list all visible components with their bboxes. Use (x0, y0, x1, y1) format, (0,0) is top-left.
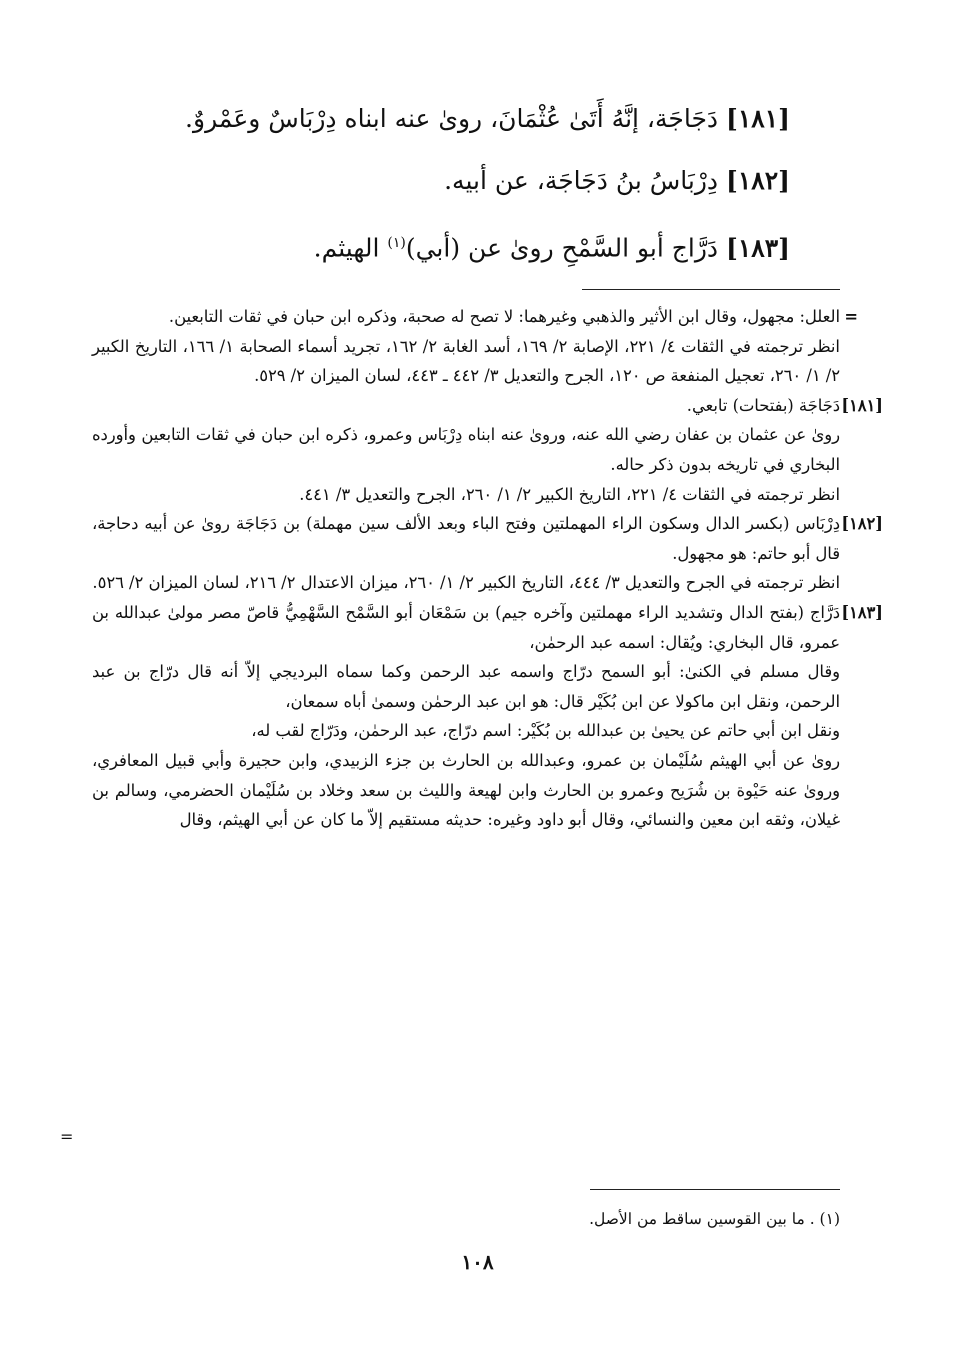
entry-number: [١٨٣] (726, 233, 790, 263)
page-number: ١٠٨ (461, 1250, 494, 1274)
note-paragraph: العلل: مجهول، وقال ابن الأثير والذهبي وغيرهما: لا تصح له صحبة، وذكره ابن حبان في ثقات التابعين. (168, 307, 840, 326)
note-number: [١٨٢] (841, 514, 883, 534)
note-paragraph: ونقل ابن أبي حاتم عن يحيىٰ بن عبدالله بن بُكَيْر: اسم درّاج، عبد الرحمٰن، ودَرّاج لقب له، (251, 721, 840, 741)
entry-text: الهيثم. (313, 233, 388, 263)
entry-number: [١٨١] (726, 104, 790, 133)
footnote-separator-rule (590, 1189, 840, 1190)
note-182 (92, 509, 883, 598)
note-paragraph: انظر ترجمته في الثقات ٤/ ٢٢١، الإصابة ٢/ ١٦٩، أسد الغابة ٢/ ١٦٢، تجريد أسماء الصحابة ١/ ١٦٦، التاريخ الكبير ٢/ ١/ ٢٦٠، تعجيل المنفعة ص ١٢٠، الجرح والتعديل ٣/ ٤٤٢ ـ ٤٤٣، لسان الميزان ٢/ ٥٢٩. (92, 336, 840, 386)
notes-separator-rule (582, 289, 840, 290)
entry-181 (150, 88, 790, 150)
entry-text: دَرَّاج أبو السَّمْحِ روىٰ عن (أبي) (405, 233, 719, 263)
note-head: دَجَاجَة (بفتحات) تابعي. (686, 395, 840, 415)
footnote-reference: (١) (387, 235, 406, 251)
note-head: دِرْبَاس (بكسر الدال وسكون الراء المهملتين وفتح الباء وبعد الألف سين مهملة) بن دَجَاجَة روىٰ عن أبيه دحاجة، قال أبو حاتم: هو مجهول. (92, 514, 840, 563)
continues-next-page-mark: = (60, 1127, 74, 1146)
note-number: [١٨٣] (841, 602, 883, 622)
note-paragraph: روىٰ عن عثمان بن عفان رضي الله عنه، وروىٰ عنه ابناه دِرْبَاس وعمرو، ذكره ابن حبان في ثقات التابعين وأورده البخاري في تاريخه بدون ذكر حاله. (92, 425, 840, 474)
entry-183 (150, 212, 790, 274)
note-paragraph: انظر ترجمته في الثقات ٤/ ٢٢١، التاريخ الكبير ٢/ ١/ ٢٦٠، الجرح والتعديل ٣/ ٤٤١. (299, 484, 840, 504)
entry-182 (150, 150, 790, 212)
entry-number: [١٨٢] (726, 166, 790, 195)
note-paragraph: روىٰ عن أبي الهيثم سُلَيْمان بن عمرو، وعبدالله بن الحارث بن جزء الزبيدي، وابن حجيرة وأبي قبيل المعافري، وروىٰ عنه حَيْوة بن شُرَيح وعمرو بن الحارث وابن لهيعة والليث بن سعد وخلاد بن سُلَيْمان الحضرمي، وسالم بن غيلان، وثقه ابن معين والنسائي، وقال أبو داود وغيره: حديثه مستقيم إلاّ ما كان عن أبي الهيثم، وقال (92, 750, 840, 830)
footnote: (١) . ما بين القوسين ساقط من الأصل. (589, 1210, 840, 1228)
note-183 (92, 598, 883, 835)
continued-note (92, 302, 858, 391)
entry-text: دَجَاجَة، إنَّهُ أَتَىٰ عُثْمَانَ، روىٰ عنه ابناه دِرْبَاسٌ وعَمْروٌ. (185, 104, 719, 133)
note-paragraph: انظر ترجمته في الجرح والتعديل ٣/ ٤٤٤، التاريخ الكبير ٢/ ١/ ٢٦٠، ميزان الاعتدال ٢/ ٢١٦، لسان الميزان ٢/ ٥٢٦. (92, 573, 840, 593)
main-entries (150, 88, 790, 274)
note-181 (92, 391, 883, 509)
note-paragraph: وقال مسلم في الكنىٰ: أبو السمح درّاج واسمه عبد الرحمن وكما سماه البرديجي إلاّ أنه قال درّاج بن عبد الرحمن، ونقل ابن ماكولا عن ابن بُكَيْر قال: هو ابن عبد الرحمٰن وسمىٰ أباه سمعان، (92, 662, 840, 711)
continuation-mark: = (844, 307, 858, 326)
notes-section (92, 302, 883, 835)
note-number: [١٨١] (841, 395, 883, 415)
note-head: دَرَّاج (بفتح الدال وتشديد الراء مهملتين وآخره جيم) بن سَمْعَان أبو السَّمْح السَّهْمِيُّ قاصّ مصر مولىٰ عبدالله بن عمرو، قال البخاري: ويُقال: اسمه عبد الرحمٰن، (92, 602, 840, 652)
entry-text: دِرْبَاسُ بنُ دَجَاجَة، عن أبيه. (444, 166, 719, 195)
